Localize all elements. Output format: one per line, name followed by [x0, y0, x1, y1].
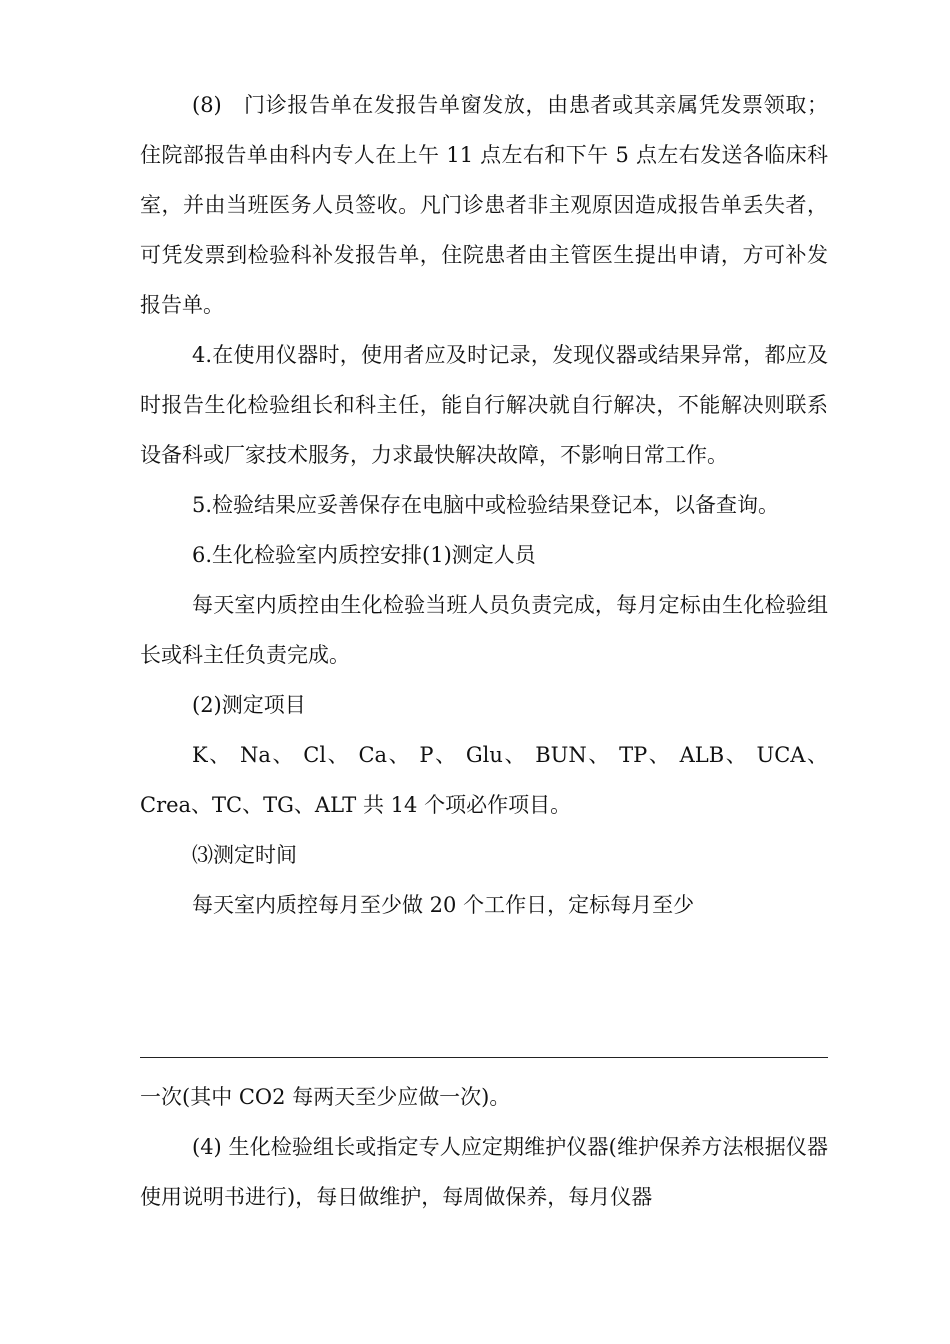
paragraph-result-storage: 5.检验结果应妥善保存在电脑中或检验结果登记本，以备查询。: [192, 493, 780, 517]
paragraph-co2-note: 一次(其中 CO2 每两天至少应做一次)。: [140, 1085, 511, 1109]
page-divider: [140, 1057, 828, 1058]
paragraph-test-items-heading: (2)测定项目: [192, 693, 306, 717]
continued-text: [140, 1072, 828, 1222]
paragraph-test-items: K、 Na、 Cl、 Ca、 P、 Glu、 BUN、 TP、 ALB、 UCA、Crea、TC、TG、ALT 共 14 个项必作项目。: [140, 743, 828, 817]
paragraph-report-distribution: (8) 门诊报告单在发报告单窗发放，由患者或其亲属凭发票领取；住院部报告单由科内专人在上午 11 点左右和下午 5 点左右发送各临床科室，并由当班医务人员签收。凡门诊患者非主观原因造成报告单丢失者，可凭发票到检验科补发报告单，住院患者由主管医生提出申请，方可补发报告单。: [140, 93, 828, 317]
paragraph-test-time: 每天室内质控每月至少做 20 个工作日，定标每月至少: [192, 893, 695, 917]
paragraph-test-time-heading: ⑶测定时间: [192, 843, 297, 867]
main-text: [140, 80, 828, 930]
paragraph-maintenance: (4) 生化检验组长或指定专人应定期维护仪器(维护保养方法根据仪器使用说明书进行)，每日做维护，每周做保养，每月仪器: [140, 1135, 828, 1209]
paragraph-qc-arrangement: 6.生化检验室内质控安排(1)测定人员: [192, 543, 536, 567]
paragraph-qc-personnel: 每天室内质控由生化检验当班人员负责完成，每月定标由生化检验组长或科主任负责完成。: [140, 593, 828, 667]
paragraph-instrument-use: 4.在使用仪器时，使用者应及时记录，发现仪器或结果异常，都应及时报告生化检验组长和科主任，能自行解决就自行解决，不能解决则联系设备科或厂家技术服务，力求最快解决故障，不影响日常工作。: [140, 343, 828, 467]
